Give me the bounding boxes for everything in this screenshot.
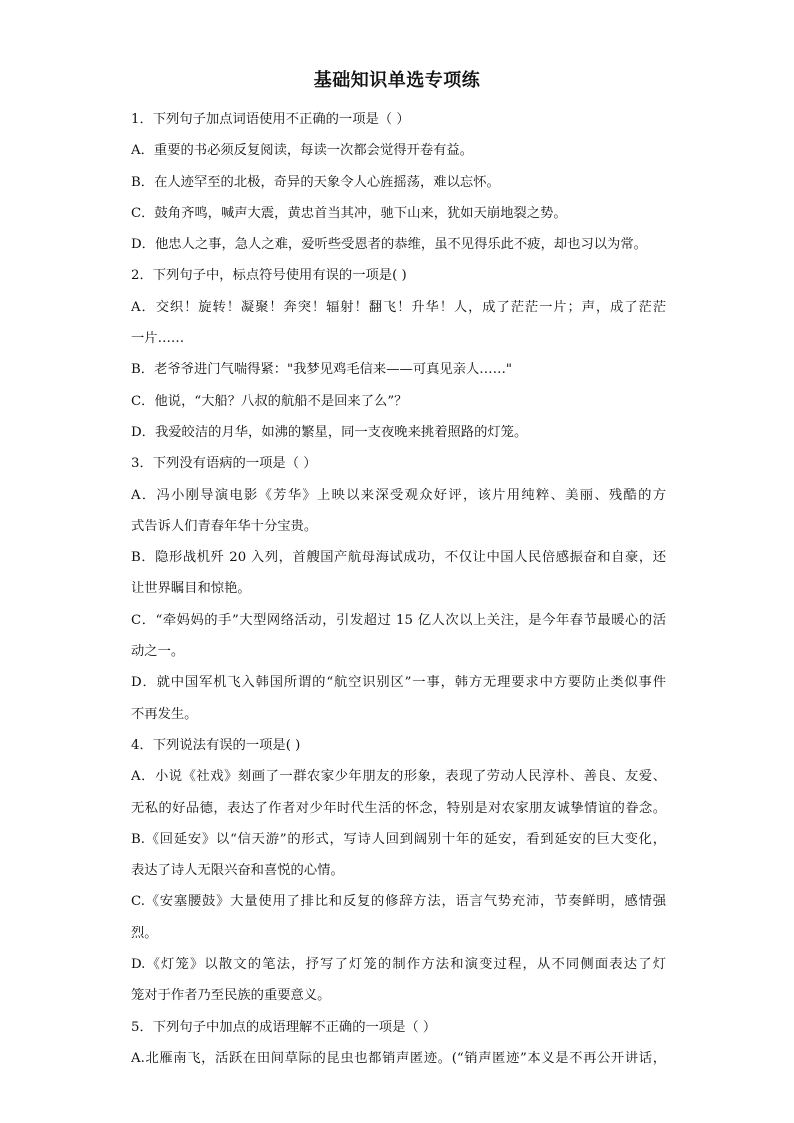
- text-line: A．冯小刚导演电影《芳华》上映以来深受观众好评，该片用纯粹、美丽、残酷的方: [131, 487, 666, 503]
- text-line: C.《安塞腰鼓》大量使用了排比和反复的修辞方法，语言气势充沛，节奏鲜明，感情强: [131, 894, 666, 910]
- text-line: 不再发生。: [131, 706, 198, 722]
- text-line: A.北雁南飞，活跃在田间草际的昆虫也都销声匿迹。(“销声匿迹”本义是不再公开讲话，: [131, 1050, 666, 1066]
- text-line: D．我爱皎洁的月华，如沸的繁星，同一支夜晚来挑着照路的灯笼。: [131, 424, 528, 440]
- text-line: 无私的好品德，表达了作者对少年时代生活的怀念，特别是对农家朋友诚挚情谊的眷念。: [131, 800, 666, 816]
- text-line: 式告诉人们青春年华十分宝贵。: [131, 518, 318, 534]
- text-line: 3．下列没有语病的一项是（ ）: [131, 456, 317, 472]
- text-line: D.《灯笼》以散文的笔法，抒写了灯笼的制作方法和演变过程，从不同侧面表达了灯: [131, 957, 666, 973]
- text-line: B．在人迹罕至的北极，奇异的天象令人心旌摇荡，难以忘怀。: [131, 174, 500, 190]
- text-line: 1．下列句子加点词语使用不正确的一项是（ ）: [131, 112, 410, 127]
- text-line: C．鼓角齐鸣，喊声大震，黄忠首当其冲，驰下山来，犹如天崩地裂之势。: [131, 205, 567, 221]
- text-line: A．重要的书必须反复阅读，每读一次都会觉得开卷有益。: [131, 143, 474, 159]
- text-line: 一片……: [131, 331, 185, 347]
- text-line: B．隐形战机歼 20 入列，首艘国产航母海试成功，不仅让中国人民倍感振奋和自豪，还: [131, 550, 666, 566]
- text-line: B.《回延安》以“信天游”的形式，写诗人回到阔别十年的延安，看到延安的巨大变化，: [131, 831, 666, 847]
- text-line: 2．下列句子中，标点符号使用有误的一项是( ): [131, 268, 407, 284]
- text-line: 表达了诗人无限兴奋和喜悦的心情。: [131, 863, 344, 879]
- text-line: 让世界瞩目和惊艳。: [131, 581, 251, 597]
- text-line: 烈。: [131, 925, 158, 941]
- text-line: 4．下列说法有误的一项是( ): [131, 737, 301, 753]
- text-line: A．小说《社戏》刻画了一群农家少年朋友的形象，表现了劳动人民淳朴、善良、友爱、: [131, 769, 666, 785]
- text-line: D．就中国军机飞入韩国所谓的“航空识别区”一事，韩方无理要求中方要防止类似事件: [131, 675, 666, 691]
- text-line: C．他说，“大船？八叔的航船不是回来了么”？: [131, 393, 408, 409]
- text-line: A．交织！旋转！凝聚！奔突！辐射！翻飞！升华！人，成了茫茫一片；声，成了茫茫: [131, 299, 666, 315]
- page-title: 基础知识单选专项练: [313, 70, 481, 91]
- text-line: C．“牵妈妈的手”大型网络活动，引发超过 15 亿人次以上关注，是今年春节最暖心的活: [131, 612, 666, 628]
- text-line: B．老爷爷进门气喘得紧："我梦见鸡毛信来——可真见亲人……": [131, 362, 513, 378]
- text-line: 5．下列句子中加点的成语理解不正确的一项是（ ）: [131, 1019, 437, 1035]
- question-content: [131, 104, 666, 1074]
- text-line: 笼对于作者乃至民族的重要意义。: [131, 988, 331, 1004]
- text-line: 动之一。: [131, 644, 185, 660]
- text-line: D．他忠人之事，急人之难，爱听些受恩者的恭维，虽不见得乐此不疲，却也习以为常。: [131, 237, 647, 253]
